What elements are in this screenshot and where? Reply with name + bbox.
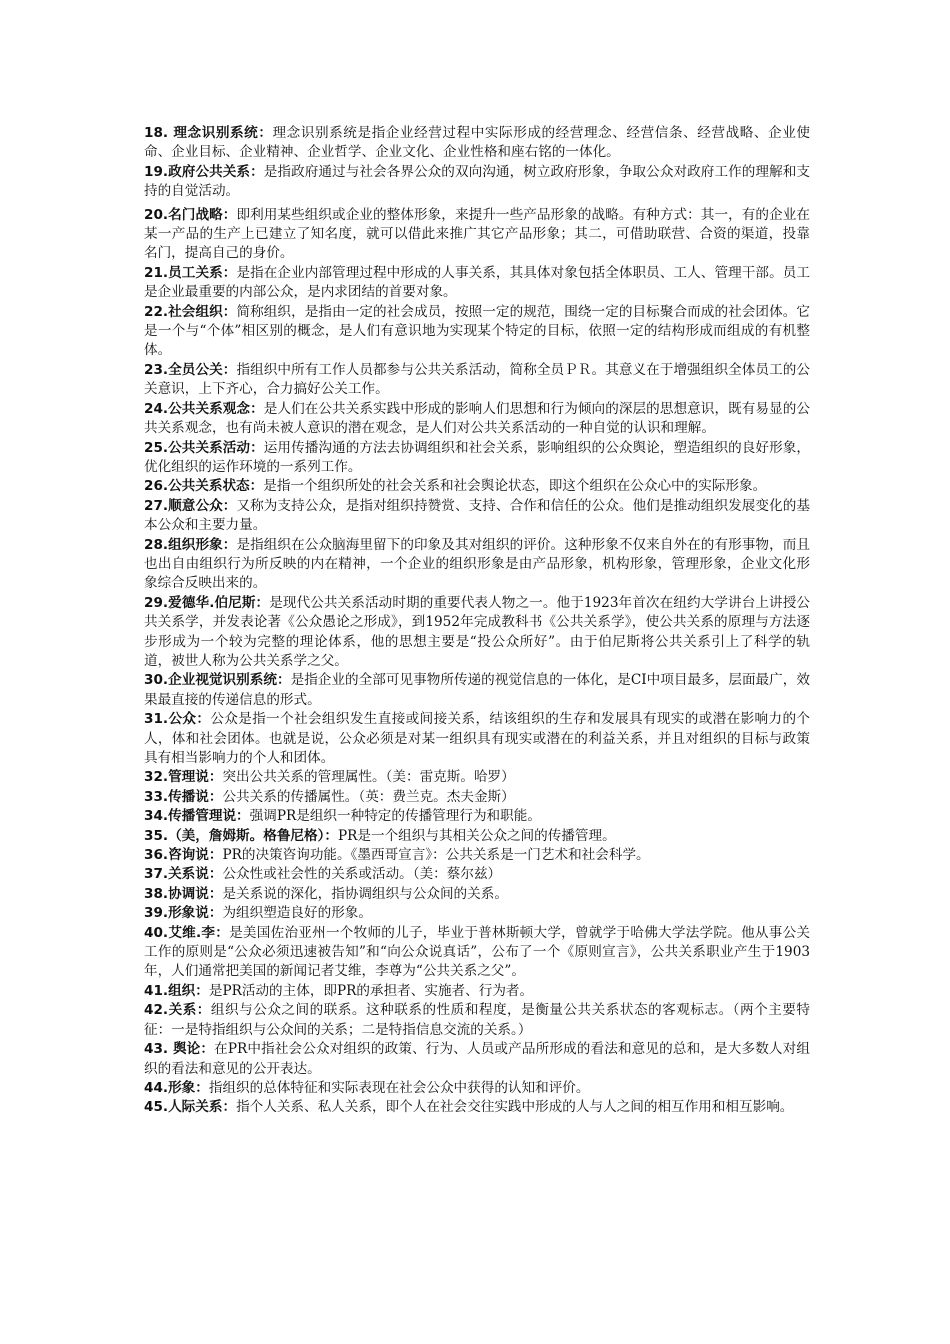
term-label: 40.艾维.李： [144, 924, 230, 941]
entry-22 [144, 303, 810, 361]
entry-29 [144, 594, 810, 672]
term-definition: 在PR中指社会公众对组织的政策、行为、人员或产品所形成的看法和意见的总和，是大多数人对组织的看法和意见的公开表达。 [144, 1041, 810, 1077]
term-definition: 是关系说的深化，指协调组织与公众间的关系。 [222, 885, 508, 902]
term-definition: 指个人关系、私人关系，即个人在社会交往实践中形成的人与人之间的相互作用和相互影响。 [236, 1099, 794, 1116]
entry-20 [144, 206, 810, 264]
term-label: 41.组织： [144, 982, 209, 999]
term-label: 23.全员公关： [144, 361, 237, 378]
entry-41 [144, 982, 810, 1001]
term-label: 33.传播说： [144, 788, 223, 805]
entry-45 [144, 1098, 810, 1117]
term-definition: 为组织塑造良好的形象。 [222, 905, 372, 922]
term-definition: 是指企业的全部可见事物所传递的视觉信息的一体化，是CI中项目最多，层面最广，效果最直接的传递信息的形式。 [144, 672, 810, 708]
term-label: 28.组织形象： [144, 536, 237, 553]
term-label: 29.爱德华.伯尼斯： [144, 594, 270, 611]
term-definition: 是美国佐治亚州一个牧师的儿子，毕业于普林斯顿大学，曾就学于哈佛大学法学院。他从事公关工作的原则是“公众必须迅速被告知”和“向公众说真话”，公布了一个《原则宣言》，公共关系职业产生于1903年，人们通常把美国的新闻记者艾维，李尊为“公共关系之父”。 [144, 924, 811, 980]
term-definition: 理念识别系统是指企业经营过程中实际形成的经营理念、经营信条、经营战略、企业使命、企业目标、企业精神、企业哲学、企业文化、企业性格和座右铭的一体化。 [144, 125, 810, 161]
term-label: 39.形象说： [144, 905, 223, 922]
term-definition: 是指政府通过与社会各界公众的双向沟通，树立政府形象，争取公众对政府工作的理解和支持的自觉活动。 [144, 163, 810, 200]
term-definition: 公共关系的传播属性。（英：费兰克。杰夫金斯） [222, 788, 515, 805]
term-definition: 强调PR是组织一种特定的传播管理行为和职能。 [249, 808, 541, 825]
entry-25 [144, 439, 810, 478]
term-label: 35.（美，詹姆斯。格鲁尼格）： [144, 827, 338, 844]
term-label: 45.人际关系： [144, 1099, 237, 1116]
term-label: 21.员工关系： [144, 264, 237, 281]
term-label: 30.企业视觉识别系统： [144, 672, 291, 689]
entry-32 [144, 768, 810, 787]
entry-19 [144, 163, 810, 202]
entry-28 [144, 536, 810, 594]
term-label: 20.名门战略： [144, 206, 237, 223]
term-definition: 指组织的总体特征和实际表现在社会公众中获得的认知和评价。 [208, 1079, 590, 1096]
entry-40 [144, 924, 810, 982]
document-page [144, 124, 810, 1118]
term-label: 42.关系： [144, 1002, 211, 1019]
entry-37 [144, 865, 810, 884]
entry-42 [144, 1001, 810, 1040]
entry-39 [144, 904, 810, 923]
entry-33 [144, 788, 810, 807]
term-label: 38.协调说： [144, 885, 223, 902]
term-definition: 运用传播沟通的方法去协调组织和社会关系，影响组织的公众舆论，塑造组织的良好形象，优化组织的运作环境的一系列工作。 [144, 439, 810, 475]
term-definition: 公众是指一个社会组织发生直接或间接关系，结该组织的生存和发展具有现实的或潜在影响力的个人，体和社会团体。也就是说，公众必须是对某一组织具有现实或潜在的利益关系，并且对组织的目标与政策具有相当影响力的个人和团体。 [144, 711, 810, 766]
term-definition: 指组织中所有工作人员都参与公共关系活动，简称全员ＰＲ。其意义在于增强组织全体员工的公关意识，上下齐心，合力搞好公关工作。 [144, 361, 810, 398]
entry-26 [144, 477, 810, 496]
entry-43 [144, 1040, 810, 1079]
term-label: 24.公共关系观念： [144, 400, 264, 417]
entry-23 [144, 361, 810, 400]
term-label: 44.形象： [144, 1079, 209, 1096]
entry-31 [144, 710, 810, 768]
term-definition: 公众性或社会性的关系或活动。（美：蔡尔兹） [222, 866, 502, 883]
term-label: 26.公共关系状态： [144, 478, 264, 495]
entry-24 [144, 400, 810, 439]
term-definition: 是指一个组织所处的社会关系和社会舆论状态，即这个组织在公众心中的实际形象。 [263, 478, 767, 495]
entry-27 [144, 497, 810, 536]
term-label: 34.传播管理说： [144, 808, 250, 825]
term-definition: 突出公共关系的管理属性。（美：雷克斯。哈罗） [222, 769, 515, 786]
term-label: 36.咨询说： [144, 847, 223, 864]
term-definition: 是PR活动的主体，即PR的承担者、实施者、行为者。 [208, 982, 534, 999]
entry-36 [144, 846, 810, 865]
entry-38 [144, 885, 810, 904]
term-label: 43. 舆论： [144, 1041, 215, 1058]
entry-35 [144, 827, 810, 846]
term-label: 37.关系说： [144, 866, 223, 883]
entry-18 [144, 124, 810, 163]
term-label: 31.公众： [144, 711, 211, 728]
term-label: 25.公共关系活动： [144, 439, 264, 456]
term-label: 22.社会组织： [144, 303, 237, 320]
entry-30 [144, 671, 810, 710]
term-definition: 即利用某些组织或企业的整体形象，来提升一些产品形象的战略。有种方式：其一，有的企业在某一产品的生产上已建立了知名度，就可以借此来推广其它产品形象；其二，可借助联营、合资的渠道，投靠名门，提高自己的身价。 [144, 206, 810, 262]
entry-21 [144, 264, 810, 303]
term-definition: 又称为支持公众，是指对组织持赞赏、支持、合作和信任的公众。他们是推动组织发展变化的基本公众和主要力量。 [144, 497, 810, 534]
term-definition: 是指在企业内部管理过程中形成的人事关系，其具体对象包括全体职员、工人、管理干部。员工是企业最重要的内部公众，是内求团结的首要对象。 [144, 264, 810, 301]
term-label: 19.政府公共关系： [144, 163, 264, 180]
entry-44 [144, 1079, 810, 1098]
term-definition: 是指组织在公众脑海里留下的印象及其对组织的评价。这种形象不仅来自外在的有形事物，而且也出自由组织行为所反映的内在精神，一个企业的组织形象是由产品形象，机构形象，管理形象，企业文化形象综合反映出来的。 [144, 536, 810, 592]
term-definition: 简称组织，是指由一定的社会成员，按照一定的规范，围绕一定的目标聚合而成的社会团体。它是一个与“个体”相区别的概念，是人们有意识地为实现某个特定的目标，依照一定的结构形成而组成的有机整体。 [144, 303, 810, 359]
term-definition: PR的决策咨询功能。《墨西哥宣言》：公共关系是一门艺术和社会科学。 [222, 847, 650, 864]
term-definition: 组织与公众之间的联系。这种联系的性质和程度，是衡量公共关系状态的客观标志。（两个主要特征：一是特指组织与公众间的关系；二是特指信息交流的关系。） [144, 1002, 810, 1038]
entry-34 [144, 807, 810, 826]
term-definition: PR是一个组织与其相关公众之间的传播管理。 [338, 827, 616, 844]
term-definition: 是人们在公共关系实践中形成的影响人们思想和行为倾向的深层的思想意识，既有易显的公共关系观念，也有尚未被人意识的潜在观念，是人们对公共关系活动的一种自觉的认识和理解。 [144, 400, 810, 437]
term-label: 18. 理念识别系统： [144, 125, 273, 141]
term-definition: 是现代公共关系活动时期的重要代表人物之一。他于1923年首次在纽约大学讲台上讲授公共关系学，并发表论著《公众愚论之形成》，到1952年完成教科书《公共关系学》，使公共关系的原理与方法逐步形成为一个较为完整的理论体系，他的思想主要是“投公众所好”。由于伯尼斯将公共关系引上了科学的轨道，被世人称为公共关系学之父。 [144, 594, 811, 669]
term-label: 32.管理说： [144, 769, 223, 786]
term-label: 27.顺意公众： [144, 497, 237, 514]
